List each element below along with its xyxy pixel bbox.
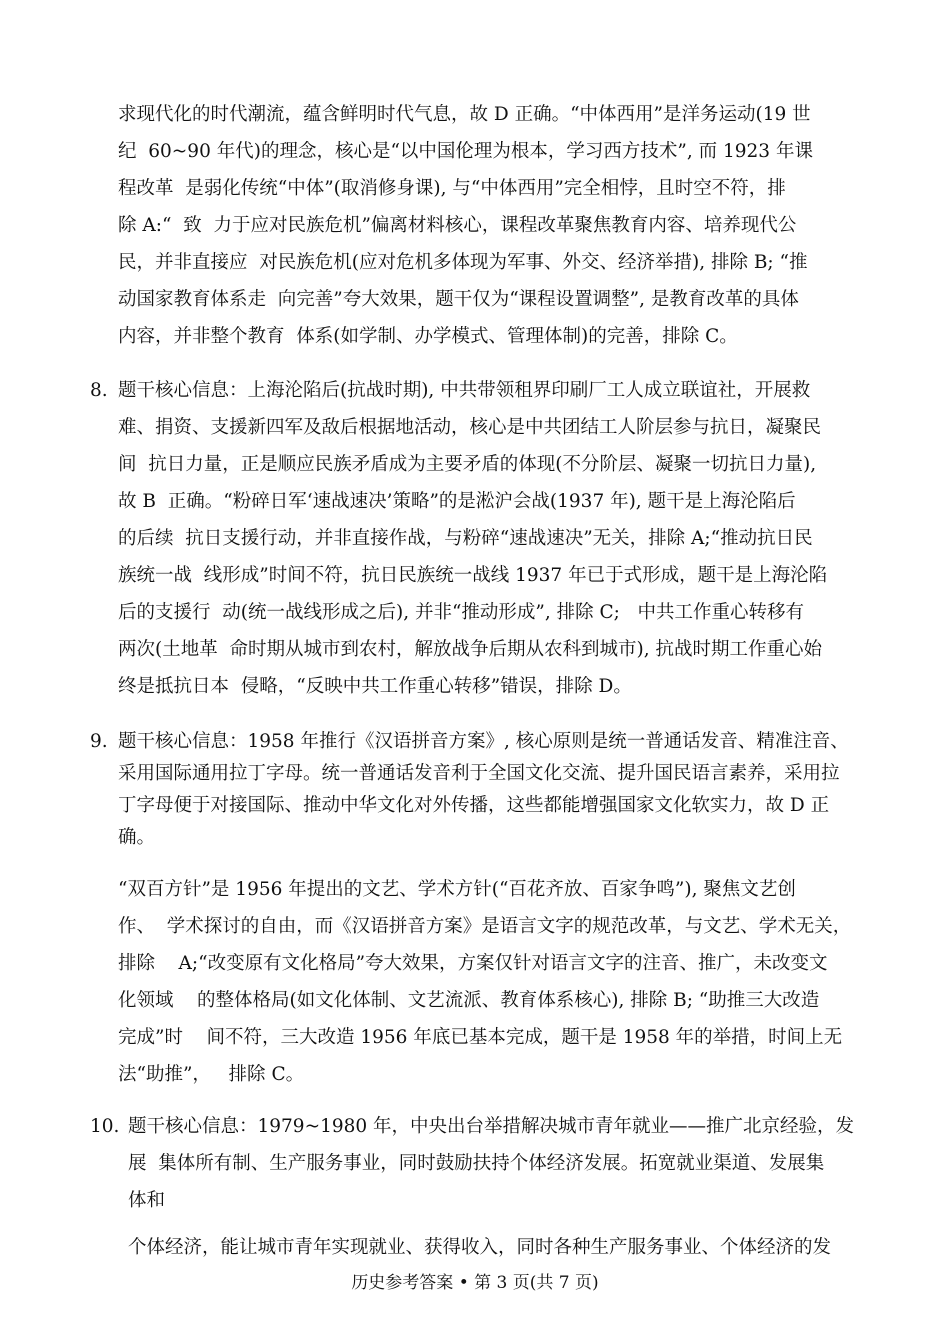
text-line: 丁字母便于对接国际、推动中华文化对外传播，这些都能增强国家文化软实力，故 D 正 xyxy=(118,795,830,816)
text-line: 动国家教育体系走 向完善”夸大效果，题干仅为“课程设置调整”, 是教育改革的具体 xyxy=(118,289,799,310)
text-line: 作、 学术探讨的自由，而《汉语拼音方案》是语言文字的规范改革，与文艺、学术无关， xyxy=(118,916,852,937)
text-line: 的后续 抗日支援行动，并非直接作战，与粉碎“速战速决”无关，排除 A;“推动抗日民 xyxy=(118,528,813,549)
text-line: 两次(土地革 命时期从城市到农村，解放战争后期从农科到城市), 抗战时期工作重心始 xyxy=(118,639,822,660)
text-line: 确。 xyxy=(118,827,156,848)
text-line: “双百方针”是 1956 年提出的文艺、学术方针(“百花齐放、百家争鸣”), 聚焦文艺创 xyxy=(118,879,796,900)
text-line: 题干核心信息：1979~1980 年，中央出台举措解决城市青年就业——推广北京经验，发 xyxy=(128,1116,855,1137)
text-line: 难、捐资、支援新四军及敌后根据地活动，核心是中共团结工人阶层参与抗日，凝聚民 xyxy=(118,417,822,438)
text-line: 题干核心信息：上海沦陷后(抗战时期), 中共带领租界印刷厂工人成立联谊社，开展救 xyxy=(118,380,811,401)
text-line: 故 B 正确。“粉碎日军‘速战速决’策略”的是淞沪会战(1937 年), 题干是上海沦陷后 xyxy=(118,491,796,512)
text-line: 展 集体所有制、生产服务事业，同时鼓励扶持个体经济发展。拓宽就业渠道、发展集 xyxy=(128,1153,825,1174)
question-number: 9. xyxy=(90,731,108,752)
text-line: 法“助推”， 排除 C。 xyxy=(118,1064,305,1085)
text-line: 终是抵抗日本 侵略，“反映中共工作重心转移”错误，排除 D。 xyxy=(118,676,632,697)
text-line: 族统一战 线形成”时间不符，抗日民族统一战线 1937 年已于式形成，题干是上海沦陷 xyxy=(118,565,828,586)
page-footer: 历史参考答案 • 第 3 页(共 7 页) xyxy=(351,1273,599,1293)
text-line: 题干核心信息：1958 年推行《汉语拼音方案》, 核心原则是统一普通话发音、精准注音、 xyxy=(118,731,849,752)
text-line: 纪 60~90 年代)的理念，核心是“以中国伦理为根本，学习西方技术”, 而 1923 年课 xyxy=(118,141,813,162)
text-line: 完成”时 间不符，三大改造 1956 年底已基本完成，题干是 1958 年的举措，时间上无 xyxy=(118,1027,843,1048)
text-line: 排除 A;“改变原有文化格局”夸大效果，方案仅针对语言文字的注音、推广，未改变文 xyxy=(118,953,828,974)
text-line: 求现代化的时代潮流，蕴含鲜明时代气息，故 D 正确。“中体西用”是洋务运动(19 世 xyxy=(118,104,811,125)
text-line: 后的支援行 动(统一战线形成之后), 并非“推动形成”, 排除 C; 中共工作重心转移有 xyxy=(118,602,805,623)
text-line: 体和 xyxy=(128,1190,166,1211)
text-line: 除 A:“ 致 力于应对民族危机”偏离材料核心，课程改革聚焦教育内容、培养现代公 xyxy=(118,215,797,236)
text-line: 个体经济，能让城市青年实现就业、获得收入，同时各种生产服务事业、个体经济的发 xyxy=(128,1237,832,1258)
text-line: 民，并非直接应 对民族危机(应对危机多体现为军事、外交、经济举措), 排除 B; “推 xyxy=(118,252,808,273)
text-line: 间 抗日力量，正是顺应民族矛盾成为主要矛盾的体现(不分阶层、凝聚一切抗日力量), xyxy=(118,454,817,475)
question-number: 10. xyxy=(90,1116,120,1137)
text-line: 程改革 是弱化传统“中体”(取消修身课), 与“中体西用”完全相悖，且时空不符，排 xyxy=(118,178,786,199)
text-line: 内容，并非整个教育 体系(如学制、办学模式、管理体制)的完善，排除 C。 xyxy=(118,326,738,347)
text-line: 化领域 的整体格局(如文化体制、文艺流派、教育体系核心), 排除 B; “助推三大改造 xyxy=(118,990,820,1011)
text-line: 采用国际通用拉丁字母。统一普通话发音利于全国文化交流、提升国民语言素养，采用拉 xyxy=(118,763,840,784)
question-number: 8. xyxy=(90,380,108,401)
